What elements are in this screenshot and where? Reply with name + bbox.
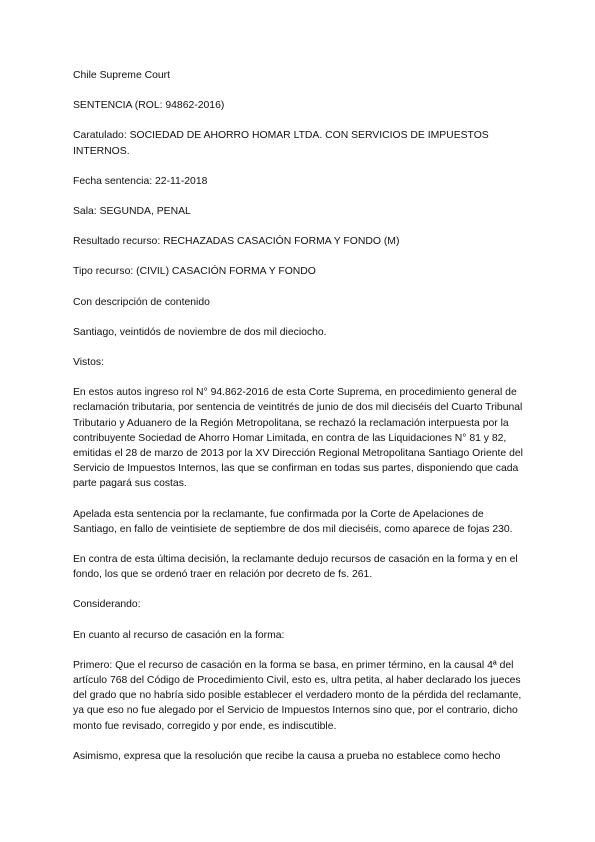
primero-paragraph: Primero: Que el recurso de casación en la forma se basa, en primer término, en la causal 4ª del artículo 768 del Código de Procedimiento Civil, esto es, ultra petita, al haber declarado los jueces del grado que no habría sido posible establecer el verdadero monto de la pérdida del reclamante, ya que eso no fue alegado por el Servicio de Impuestos Internos sino que, por el contrario, dicho monto fue revisado, corregido y por ende, es indiscutible. — [73, 659, 522, 732]
en-cuanto-heading: En cuanto al recurso de casación en la forma: — [73, 629, 285, 641]
vistos-heading: Vistos: — [73, 357, 104, 369]
paragraph-1: En estos autos ingreso rol N° 94.862-2016 de esta Corte Suprema, en procedimiento general de reclamación tributaria, por sentencia de veintitrés de junio de dos mil dieciséis del Cuarto Tribunal Tributario y Aduanero de la Región Metropolitana, se rechazó la reclamación interpuesta por la contribuyente Sociedad de Ahorro Homar Limitada, en contra de las Liquidaciones N° 81 y 82, emitidas el 28 de marzo de 2013 por la XV Dirección Regional Metropolitana Santiago Oriente del Servicio de Impuestos Internos, las que se confirman en todas sus partes, disponiendo que cada parte pagará sus costas. — [73, 387, 523, 490]
lugar-fecha: Santiago, veintidós de noviembre de dos mil dieciocho. — [73, 326, 327, 338]
tipo-recurso: Tipo recurso: (CIVIL) CASACIÓN FORMA Y FONDO — [73, 266, 316, 278]
sentencia-rol: SENTENCIA (ROL: 94862-2016) — [73, 100, 225, 112]
resultado-recurso: Resultado recurso: RECHAZADAS CASACIÓN FORMA Y FONDO (M) — [73, 236, 400, 248]
fecha-sentencia: Fecha sentencia: 22-11-2018 — [73, 175, 208, 187]
considerando-heading: Considerando: — [73, 599, 141, 611]
asimismo-paragraph: Asimismo, expresa que la resolución que recibe la causa a prueba no establece como hecho — [73, 750, 501, 762]
sala: Sala: SEGUNDA, PENAL — [73, 206, 191, 218]
paragraph-3: En contra de esta última decisión, la reclamante dedujo recursos de casación en la forma y en el fondo, los que se ordenó traer en relación por decreto de fs. 261. — [73, 554, 518, 581]
caratulado: Caratulado: SOCIEDAD DE AHORRO HOMAR LTDA. CON SERVICIOS DE IMPUESTOS INTERNOS. — [73, 130, 489, 157]
document-page — [73, 68, 523, 779]
court-name: Chile Supreme Court — [73, 70, 171, 81]
paragraph-2: Apelada esta sentencia por la reclamante, fue confirmada por la Corte de Apelaciones de Santiago, en fallo de veintisiete de septiembre de dos mil dieciséis, como aparece de fojas 230. — [73, 508, 513, 535]
descripcion-contenido: Con descripción de contenido — [73, 296, 210, 308]
